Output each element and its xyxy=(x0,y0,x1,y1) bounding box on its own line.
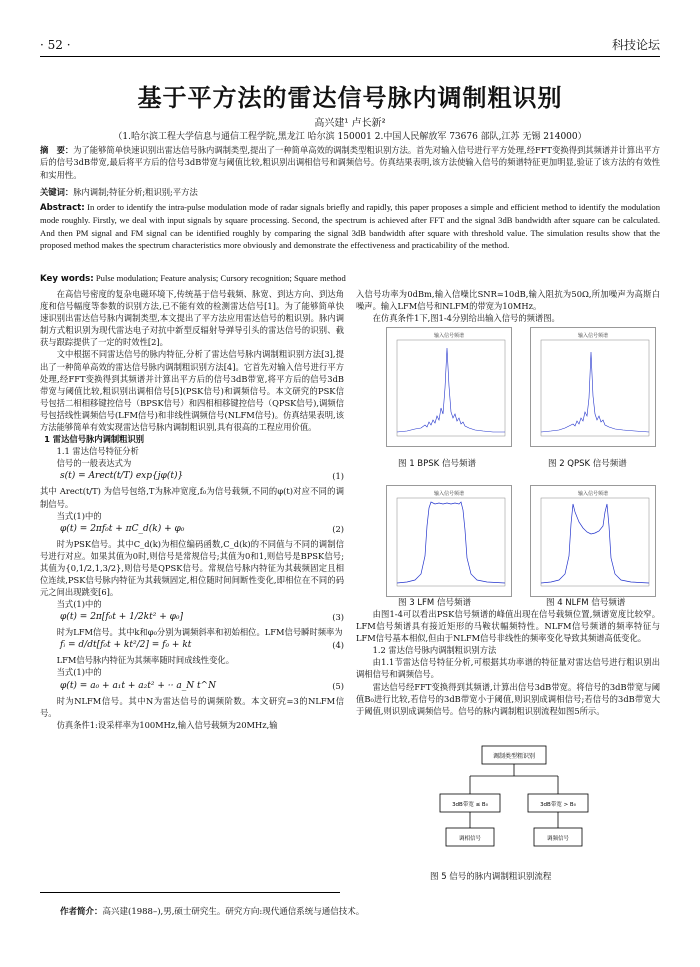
affiliation: （1.哈尔滨工程大学信息与通信工程学院,黑龙江 哈尔滨 150001 2.中国人民解放军 73676 部队,江苏 无锡 214000） xyxy=(113,132,587,142)
column-name: 科技论坛 xyxy=(611,38,660,52)
method-intro: 由1.1节雷达信号特征分析,可根据其功率谱的特征量对雷达信号进行粗识别出调相信号和调频信号。 xyxy=(356,657,660,680)
equation-1: s(t) = Arect(t/T) exp{jφ(t)} (1) xyxy=(60,471,344,482)
figure-4-plot-title: 输入信号频谱 xyxy=(577,491,609,497)
figure-3-caption: 图 3 LFM 信号频谱 xyxy=(398,598,471,608)
flow-node-top-label: 调制类型粗识别 xyxy=(492,753,536,760)
page-number: · 52 · xyxy=(40,38,71,52)
flow-node-left-label: 3dB带宽 ≤ B₀ xyxy=(452,802,488,808)
figure-3-plot-title: 输入信号频谱 xyxy=(433,491,465,497)
flow-node-pm-label: 调相信号 xyxy=(458,836,482,842)
figure-2-qpsk-spectrum xyxy=(530,327,656,447)
figure-5-caption: 图 5 信号的脉内调制粗识别流程 xyxy=(430,872,552,882)
equation-2-description: 时为PSK信号。其中C_d(k)为相位编码函数,C_d(k)的不同值与不同的调制信号进行对应。如果其值为0时,则信号是常规信号;其值为0和1,则信号是BPSK信号;其值为{0,1/2,1,3/2},则信号是QPSK信号。常规信号脉内特征为其载频固定且相位连续,PSK信号脉内特征为其载频固定,相位随时间间断性变化,即相位在不同的码元之间出现跳变[6]。 xyxy=(40,538,344,598)
keywords-en-text: Pulse modulation; Feature analysis; Cursory recognition; Square method xyxy=(95,273,346,283)
equation-3: φ(t) = 2π[f₀t + 1/2kt² + φ₀] (3) xyxy=(60,612,344,623)
case-2: 当式(1)中的 xyxy=(56,599,102,610)
keywords-cn xyxy=(40,186,660,198)
nlfm-spectrum-line xyxy=(541,504,649,583)
intro-paragraph-1: 在高信号密度的复杂电磁环境下,传统基于信号载频、脉宽、到达方向、到达角度和信号幅度等参数的识别方法,已不能有效的检测雷达信号[1]。为了能够简单快速识别出雷达信号脉内调制类型,本文提出了平方法应用雷达信号的粗识别。脉内调制方式粗识别为现代雷达电子对抗中新型反辐射导弹导引头的雷达信号的识别、截获与跟踪提供了一定的时效性[2]。 xyxy=(40,289,344,348)
expression-intro: 信号的一般表达式为 xyxy=(56,458,132,469)
figure-1-plot-title: 输入信号频谱 xyxy=(433,333,465,339)
abstract-en xyxy=(40,201,660,251)
equation-4-description: LFM信号脉内特征为其频率随时间成线性变化。 xyxy=(56,655,234,666)
equation-5: φ(t) = a₀ + a₁t + a₂t² + ·· a_N t^N (5) xyxy=(60,680,344,691)
figure-4-caption: 图 4 NLFM 信号频谱 xyxy=(546,598,626,608)
abstract-en-text: In order to identify the intra-pulse modulation mode of radar signals briefly and rapidly, this paper proposes a simple and efficient method to identify the modulation mode roughly. Firstly, we deal with input signals by square processing. Second, the spectrum is achieved after FFT and the signal 3dB bandwidth after square can be calculated. And then PM signal and FM signal can be identified roughly by comparing the signal 3dB bandwidth after square with threshold value. The simulation results show that the proposed method makes the spectrum characteristics more obviously and demonstrate the effectiveness and practicability of the method. xyxy=(40,202,661,250)
lfm-spectrum-line xyxy=(397,502,505,583)
figure-1-caption: 图 1 BPSK 信号频谱 xyxy=(398,459,476,469)
paper-title: 基于平方法的雷达信号脉内调制粗识别 xyxy=(137,84,563,112)
left-column xyxy=(40,288,344,731)
equation-3-description: 时为LFM信号。其中k和φ₀分别为调频斜率和初始相位。LFM信号瞬时频率为 xyxy=(56,627,343,638)
figure-intro: 在仿真条件1下,图1-4分别给出输入信号的频谱图。 xyxy=(372,313,560,324)
section-1-1-heading: 1.1 雷达信号特征分析 xyxy=(56,446,139,457)
section-1-2-heading: 1.2 雷达信号脉内调制粗识别方法 xyxy=(372,645,497,656)
simulation-conditions: 仿真条件1:设采样率为100MHz,输入信号载频为20MHz,输 xyxy=(56,719,278,730)
abstract-cn-text: 为了能够简单快速识别出雷达信号脉内调制类型,提出了一种简单高效的调制类型粗识别方法。首先对输入信号进行平方处理,经FFT变换得到其频谱并计算出平方后的信号3dB带宽,最后将平方后的信号3dB带宽与阈值比较,粗识别出调相信号和调频信号。仿真结果表明,该方法使输入信号的频谱特征更加明显,验证了该方法的有效性和实用性。 xyxy=(40,145,660,180)
intro-paragraph-2: 文中根据不同雷达信号的脉内特征,分析了雷达信号脉内调制粗识别方法[3],提出了一种简单高效的雷达信号脉内调制粗识别方法[4]。它首先对输入信号进行平方处理,经FFT变换得到其频谱并计算出平方后的信号3dB带宽,将平方后的信号3dB带宽与阈值比较,粗识别出调相信号[5](PSK信号)和调频信号。本文研究的PSK信号包括二相相移键控信号（BPSK信号）和四相相移键控信号（QPSK信号),调频信号包括线性调频信号(LFM信号)和非线性调频信号(NLFM信号)。仿真结果表明,该方法能够简单有效实现雷达信号脉内调制粗识别,具有很高的工程应用价值。 xyxy=(40,349,344,433)
right-column-top xyxy=(356,288,660,324)
right-column-bottom xyxy=(356,608,660,717)
qpsk-spectrum-line xyxy=(541,352,649,432)
footnote-text: 高兴建(1988–),男,硕士研究生。研究方向:现代通信系统与通信技术。 xyxy=(102,907,365,917)
section-1-heading: 1 雷达信号脉内调制粗识别 xyxy=(44,434,145,445)
flow-node-fm-label: 调频信号 xyxy=(546,836,570,842)
authors: 高兴建¹ 卢长新² xyxy=(314,118,386,129)
equation-5-description: 时为NLFM信号。其中N为雷达信号的调频阶数。本文研究=3的NLFM信号。 xyxy=(40,695,344,718)
abstract-cn-label: 摘 要： xyxy=(40,145,74,155)
spectrum-analysis: 由图1-4可以看出PSK信号频谱的峰值出现在信号载频位置,频谱宽度比较窄。LFM信号频谱具有接近矩形的马鞍状幅频特性。NLFM信号频谱的频率特征与LFM信号基本相似,但由于NLFM信号非线性的频率变化导致其频谱高低变化。 xyxy=(356,609,660,644)
header-rule xyxy=(40,56,660,57)
equation-4: fᵢ = d/dt[f₀t + kt²/2] = f₀ + kt (4) xyxy=(60,640,344,651)
figure-4-nlfm-spectrum xyxy=(530,485,656,597)
author-footnote xyxy=(60,905,364,917)
flow-node-right-label: 3dB带宽 > B₀ xyxy=(540,802,576,808)
case-3: 当式(1)中的 xyxy=(56,667,102,678)
figure-2-plot-title: 输入信号频谱 xyxy=(577,333,609,339)
bpsk-spectrum-line xyxy=(397,348,505,432)
method-description: 雷达信号经FFT变换得到其频谱,计算出信号3dB带宽。将信号的3dB带宽与阈值B₀进行比较,若信号的3dB带宽小于阈值,则识别成调相信号;若信号的3dB带宽大于阈值,则识别成调频信号。信号的脉内调制粗识别流程如图5所示。 xyxy=(356,681,660,716)
keywords-cn-text: 脉内调制;特征分析;粗识别;平方法 xyxy=(73,187,198,197)
case-1: 当式(1)中的 xyxy=(56,510,102,521)
footnote-label: 作者简介： xyxy=(60,907,103,917)
keywords-cn-label: 关键词： xyxy=(40,187,74,197)
abstract-cn xyxy=(40,144,660,181)
figure-2-caption: 图 2 QPSK 信号频谱 xyxy=(548,459,627,469)
equation-2: φ(t) = 2πf₀t + πC_d(k) + φ₀ (2) xyxy=(60,523,344,534)
figure-3-lfm-spectrum xyxy=(386,485,512,597)
footnote-rule xyxy=(40,892,340,893)
simulation-continued: 入信号功率为0dBm,输入信噪比SNR=10dB,输入阻抗为50Ω,所加噪声为高斯白噪声。输入LFM信号和NLFM的带宽为10MHz。 xyxy=(356,289,660,312)
equation-1-description: 其中 Arect(t/T) 为信号包络,T为脉冲宽度,f₀为信号载频,不同的φ(t)对应不同的调制信号。 xyxy=(40,486,344,509)
abstract-en-label: Abstract: xyxy=(40,203,85,213)
figure-5-flowchart xyxy=(434,742,594,860)
keywords-en xyxy=(40,272,660,285)
keywords-en-label: Key words: xyxy=(40,274,94,284)
figure-1-bpsk-spectrum xyxy=(386,327,512,447)
